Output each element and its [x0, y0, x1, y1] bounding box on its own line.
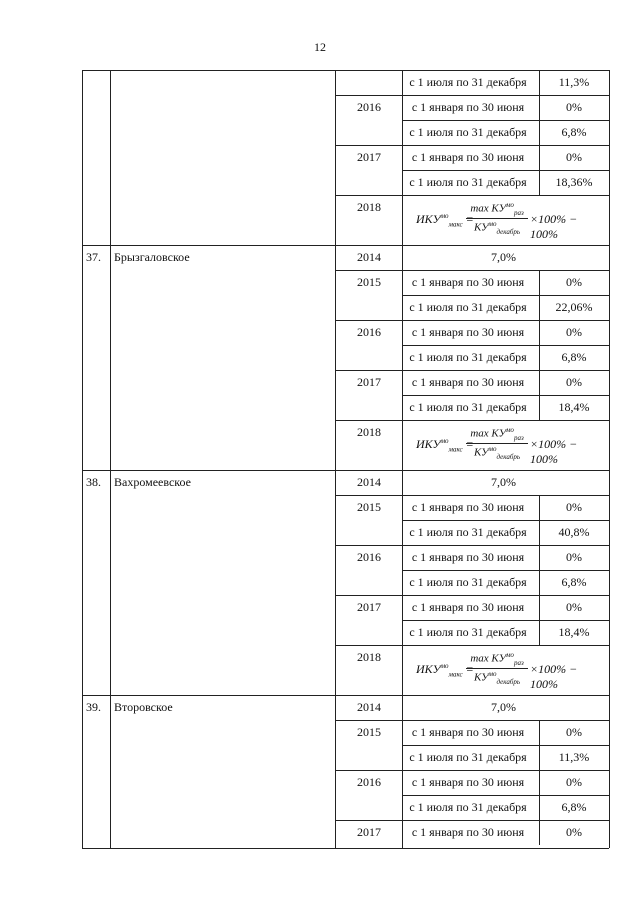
rate-value: 7,0%	[491, 475, 516, 489]
formula-rhs: ×100% − 100%	[530, 662, 578, 691]
rate-value: 0%	[566, 100, 582, 114]
formula-numerator: $\max КУ^{мо}_{раз}$	[470, 426, 524, 442]
table-horizontal-line	[402, 795, 609, 796]
year-cell: 2017	[357, 375, 381, 389]
table-horizontal-line	[335, 770, 609, 771]
rate-value: 0%	[566, 325, 582, 339]
period-cell: с 1 января по 30 июня	[411, 725, 525, 739]
year-cell: 2018	[357, 650, 381, 664]
table-horizontal-line	[335, 595, 609, 596]
table-horizontal-line	[82, 695, 609, 696]
period-cell: с 1 января по 30 июня	[411, 500, 525, 514]
period-cell: с 1 января по 30 июня	[411, 550, 525, 564]
index-formula	[402, 649, 605, 691]
period-cell: с 1 июля по 31 декабря	[409, 575, 527, 589]
table-horizontal-line	[402, 120, 609, 121]
rate-value: 0%	[566, 825, 582, 839]
fraction-bar	[466, 668, 528, 669]
row-number: 39.	[86, 700, 101, 714]
year-cell: 2017	[357, 600, 381, 614]
rate-value: 7,0%	[491, 250, 516, 264]
rate-value: 11,3%	[558, 75, 590, 89]
rate-value: 0%	[566, 775, 582, 789]
rate-value: 6,8%	[561, 350, 587, 364]
table-horizontal-line	[335, 195, 609, 196]
table-horizontal-line	[335, 370, 609, 371]
table-horizontal-line	[335, 420, 609, 421]
table-horizontal-line	[335, 545, 609, 546]
year-cell: 2014	[357, 700, 381, 714]
period-cell: с 1 июля по 31 декабря	[409, 750, 527, 764]
year-cell: 2015	[357, 500, 381, 514]
table-horizontal-line	[335, 145, 609, 146]
table-horizontal-line	[335, 320, 609, 321]
formula-fraction	[466, 426, 528, 461]
fraction-bar	[466, 218, 528, 219]
rate-value: 0%	[566, 150, 582, 164]
table-horizontal-line	[402, 295, 609, 296]
table-horizontal-line	[335, 820, 609, 821]
rate-value: 18,4%	[558, 625, 590, 639]
rate-value: 6,8%	[561, 575, 587, 589]
year-cell: 2018	[357, 425, 381, 439]
rate-value: 18,4%	[558, 400, 590, 414]
rate-value: 40,8%	[558, 525, 590, 539]
year-cell: 2015	[357, 275, 381, 289]
formula-lhs: $ИКУ^{мо}_{макс}$ =	[416, 662, 474, 679]
table-horizontal-line	[402, 170, 609, 171]
formula-fraction	[466, 651, 528, 686]
table-horizontal-line	[402, 620, 609, 621]
table-horizontal-line	[335, 645, 609, 646]
table-vertical-line	[82, 70, 83, 848]
rate-value: 6,8%	[561, 800, 587, 814]
table-vertical-line	[110, 70, 111, 848]
year-cell: 2017	[357, 825, 381, 839]
formula-rhs: ×100% − 100%	[530, 212, 578, 241]
period-cell: с 1 июля по 31 декабря	[409, 300, 527, 314]
period-cell: с 1 июля по 31 декабря	[409, 525, 527, 539]
rate-value: 0%	[566, 500, 582, 514]
formula-fraction	[466, 201, 528, 236]
rate-value: 0%	[566, 275, 582, 289]
year-cell: 2014	[357, 475, 381, 489]
period-cell: с 1 января по 30 июня	[411, 375, 525, 389]
rate-value: 0%	[566, 725, 582, 739]
period-cell: с 1 января по 30 июня	[411, 150, 525, 164]
year-cell: 2016	[357, 550, 381, 564]
period-cell: с 1 июля по 31 декабря	[409, 400, 527, 414]
period-cell: с 1 января по 30 июня	[411, 775, 525, 789]
page-number: 12	[314, 40, 326, 54]
year-cell: 2015	[357, 725, 381, 739]
formula-denominator: $КУ^{мо}_{декабрь}$	[473, 444, 521, 461]
formula-rhs: ×100% − 100%	[530, 437, 578, 466]
formula-numerator: $\max КУ^{мо}_{раз}$	[470, 201, 524, 217]
period-cell: с 1 января по 30 июня	[411, 600, 525, 614]
rate-value: 11,3%	[558, 750, 590, 764]
period-cell: с 1 июля по 31 декабря	[409, 75, 527, 89]
row-number: 37.	[86, 250, 101, 264]
table-horizontal-line	[402, 520, 609, 521]
table-horizontal-line	[82, 470, 609, 471]
year-cell: 2016	[357, 325, 381, 339]
period-cell: с 1 января по 30 июня	[411, 825, 525, 839]
formula-lhs: $ИКУ^{мо}_{макс}$ =	[416, 437, 474, 454]
period-cell: с 1 июля по 31 декабря	[409, 175, 527, 189]
table-vertical-line	[609, 70, 610, 848]
rate-value: 6,8%	[561, 125, 587, 139]
table-horizontal-line	[402, 395, 609, 396]
rate-value: 0%	[566, 600, 582, 614]
rate-value: 22,06%	[555, 300, 593, 314]
row-number: 38.	[86, 475, 101, 489]
table-horizontal-line	[335, 95, 609, 96]
tariff-table	[82, 70, 609, 848]
rate-value: 0%	[566, 550, 582, 564]
year-cell: 2016	[357, 100, 381, 114]
index-formula	[402, 424, 605, 466]
period-cell: с 1 июля по 31 декабря	[409, 625, 527, 639]
formula-denominator: $КУ^{мо}_{декабрь}$	[473, 669, 521, 686]
period-cell: с 1 января по 30 июня	[411, 275, 525, 289]
fraction-bar	[466, 443, 528, 444]
table-horizontal-line	[82, 245, 609, 246]
settlement-name: Второвское	[114, 700, 173, 714]
period-cell: с 1 января по 30 июня	[411, 325, 525, 339]
year-cell: 2017	[357, 150, 381, 164]
table-horizontal-line	[82, 70, 609, 71]
table-horizontal-line	[335, 720, 609, 721]
rate-value: 18,36%	[555, 175, 593, 189]
period-cell: с 1 января по 30 июня	[411, 100, 525, 114]
period-cell: с 1 июля по 31 декабря	[409, 125, 527, 139]
period-cell: с 1 июля по 31 декабря	[409, 800, 527, 814]
period-cell: с 1 июля по 31 декабря	[409, 350, 527, 364]
year-cell: 2014	[357, 250, 381, 264]
table-horizontal-line	[335, 270, 609, 271]
table-horizontal-line	[402, 345, 609, 346]
formula-denominator: $КУ^{мо}_{декабрь}$	[473, 219, 521, 236]
year-cell: 2016	[357, 775, 381, 789]
rate-value: 7,0%	[491, 700, 516, 714]
year-cell: 2018	[357, 200, 381, 214]
table-horizontal-line	[82, 848, 609, 849]
settlement-name: Брызгаловское	[114, 250, 190, 264]
table-horizontal-line	[335, 495, 609, 496]
rate-value: 0%	[566, 375, 582, 389]
index-formula	[402, 199, 605, 241]
table-horizontal-line	[402, 570, 609, 571]
formula-numerator: $\max КУ^{мо}_{раз}$	[470, 651, 524, 667]
table-horizontal-line	[402, 745, 609, 746]
settlement-name: Вахромеевское	[114, 475, 191, 489]
formula-lhs: $ИКУ^{мо}_{макс}$ =	[416, 212, 474, 229]
